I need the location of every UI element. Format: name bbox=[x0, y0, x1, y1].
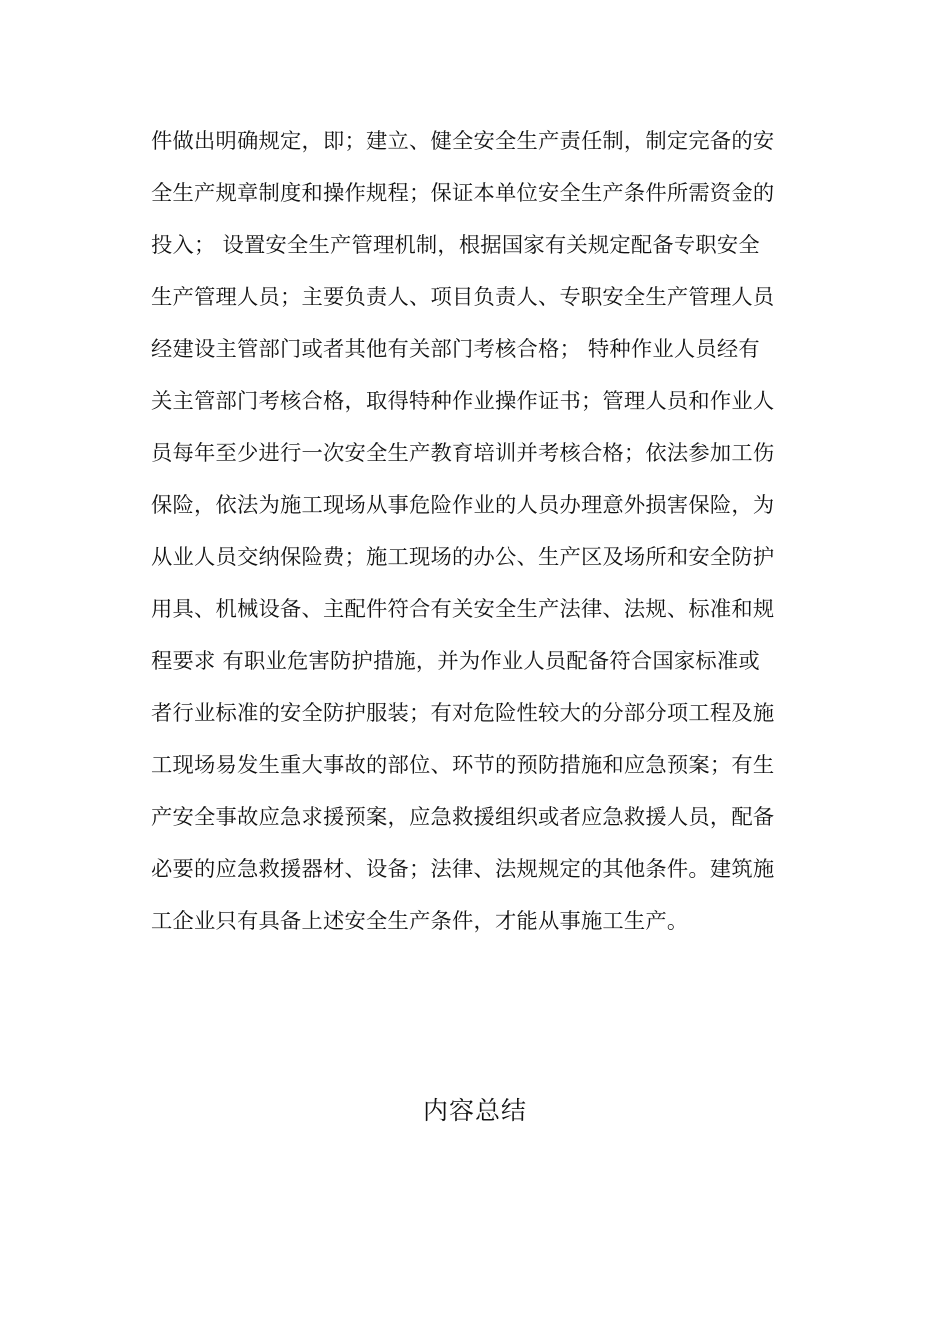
paragraph-line: 投入； 设置安全生产管理机制，根据国家有关规定配备专职安全 bbox=[151, 233, 760, 258]
paragraph-line: 用具、机械设备、主配件符合有关安全生产法律、法规、标准和规 bbox=[151, 597, 775, 622]
paragraph-line: 员每年至少进行一次安全生产教育培训并考核合格；依法参加工伤 bbox=[151, 441, 775, 466]
paragraph-line: 产安全事故应急求援预案，应急救援组织或者应急救援人员，配备 bbox=[151, 805, 775, 830]
paragraph-line: 保险，依法为施工现场从事危险作业的人员办理意外损害保险，为 bbox=[151, 493, 775, 518]
body-paragraph bbox=[151, 116, 811, 948]
paragraph-line: 工企业只有具备上述安全生产条件，才能从事施工生产。 bbox=[151, 909, 689, 934]
paragraph-line: 件做出明确规定，即；建立、健全安全生产责任制，制定完备的安 bbox=[151, 129, 775, 154]
paragraph-line: 工现场易发生重大事故的部位、环节的预防措施和应急预案；有生 bbox=[151, 753, 775, 778]
paragraph-line: 全生产规章制度和操作规程；保证本单位安全生产条件所需资金的 bbox=[151, 181, 775, 206]
section-title: 内容总结 bbox=[422, 1096, 527, 1125]
paragraph-line: 生产管理人员；主要负责人、项目负责人、专职安全生产管理人员 bbox=[151, 285, 775, 310]
paragraph-line: 程要求 有职业危害防护措施，并为作业人员配备符合国家标准或 bbox=[151, 649, 760, 674]
paragraph-line: 必要的应急救援器材、设备；法律、法规规定的其他条件。建筑施 bbox=[151, 857, 775, 882]
paragraph-line: 关主管部门考核合格，取得特种作业操作证书；管理人员和作业人 bbox=[151, 389, 775, 414]
paragraph-line: 从业人员交纳保险费；施工现场的办公、生产区及场所和安全防护 bbox=[151, 545, 775, 570]
paragraph-line: 者行业标准的安全防护服装；有对危险性较大的分部分项工程及施 bbox=[151, 701, 775, 726]
paragraph-line: 经建设主管部门或者其他有关部门考核合格； 特种作业人员经有 bbox=[151, 337, 760, 362]
